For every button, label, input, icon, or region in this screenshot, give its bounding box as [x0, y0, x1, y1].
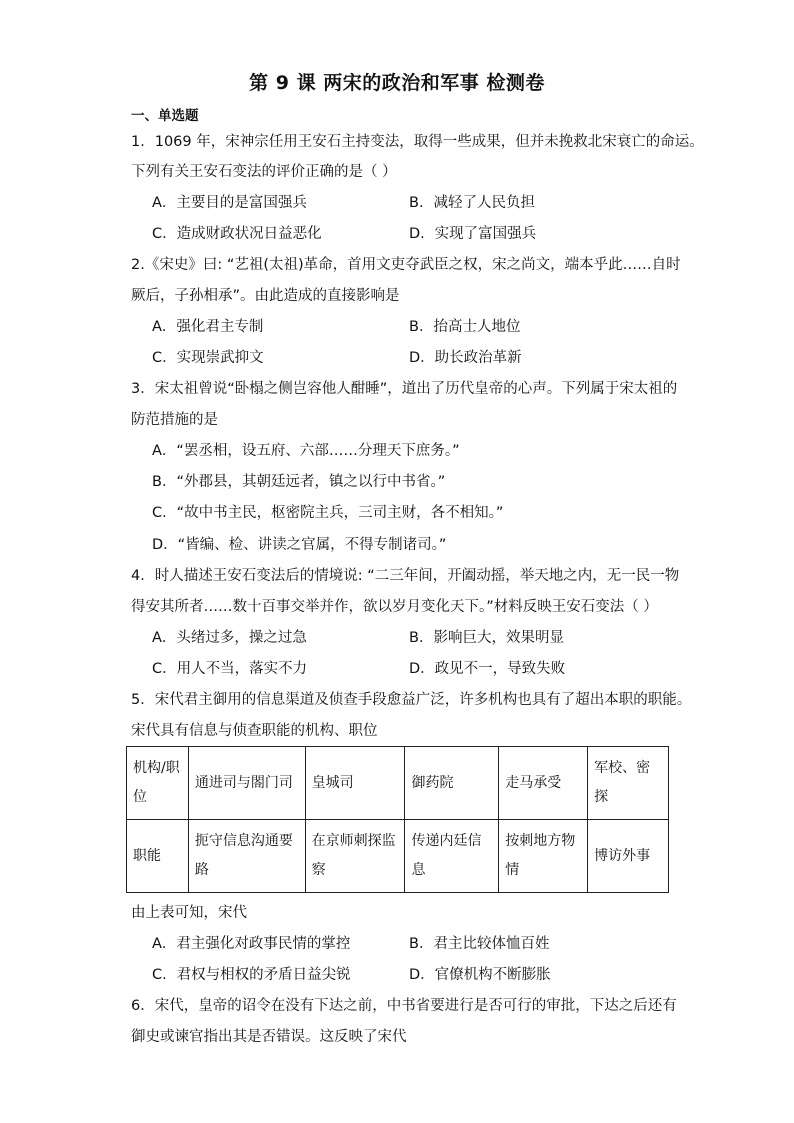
- q4-stem-line2: 得安其所者……数十百事交举并作，欲以岁月变化天下。”材料反映王安石变法（ ）: [131, 599, 658, 615]
- q6-stem-line2: 御史或谏官指出其是否错误。这反映了宋代: [131, 1029, 407, 1045]
- table-cell: 博访外事: [588, 820, 669, 893]
- q3-option-d: D．“皆编、检、讲读之官属，不得专制诸司。”: [152, 537, 447, 553]
- q1-stem-line1: 1．1069 年，宋神宗任用王安石主持变法，取得一些成果，但并未挽救北宋衰亡的命运。: [131, 134, 704, 150]
- q5-option-c: C．君权与相权的矛盾日益尖锐: [152, 967, 351, 983]
- table-cell: 扼守信息沟通要路: [188, 820, 305, 893]
- table-cell: 职能: [127, 820, 189, 893]
- q1-option-c: C．造成财政状况日益恶化: [152, 226, 322, 242]
- q2-option-d: D．助长政治革新: [409, 350, 522, 366]
- q3-stem-line2: 防范措施的是: [131, 412, 218, 428]
- q1-stem-line2: 下列有关王安石变法的评价正确的是（ ）: [131, 164, 397, 180]
- table-cell: 走马承受: [499, 747, 588, 820]
- q1-option-b: B．减轻了人民负担: [409, 195, 535, 211]
- table-cell: 在京师刺探监察: [305, 820, 405, 893]
- table-cell: 机构/职位: [127, 747, 189, 820]
- table-cell: 通进司与閤门司: [188, 747, 305, 820]
- q3-option-b: B．“外郡县，其朝廷远者，镇之以行中书省。”: [152, 474, 446, 490]
- q2-stem-line2: 厥后，子孙相承”。由此造成的直接影响是: [131, 288, 400, 304]
- q5-stem-line2: 宋代具有信息与侦查职能的机构、职位: [131, 723, 378, 739]
- q5-option-d: D．官僚机构不断膨胀: [409, 967, 551, 983]
- q4-option-d: D．政见不一，导致失败: [409, 661, 566, 677]
- table-cell: 御药院: [405, 747, 499, 820]
- table-cell: 传递内廷信息: [405, 820, 499, 893]
- q5-option-b: B．君主比较体恤百姓: [409, 936, 550, 952]
- q3-stem-line1: 3．宋太祖曾说“卧榻之侧岂容他人酣睡”，道出了历代皇帝的心声。下列属于宋太祖的: [131, 381, 678, 397]
- q6-stem-line1: 6．宋代，皇帝的诏令在没有下达之前，中书省要进行是否可行的审批，下达之后还有: [131, 998, 677, 1014]
- q2-option-b: B．抬高士人地位: [409, 319, 521, 335]
- q5-info-table: [126, 746, 669, 893]
- q2-option-c: C．实现崇武抑文: [152, 350, 264, 366]
- q4-option-a: A．头绪过多，操之过急: [152, 630, 307, 646]
- table-cell: 按刺地方物情: [499, 820, 588, 893]
- q3-option-c: C．“故中书主民，枢密院主兵，三司主财，各不相知。”: [152, 505, 504, 521]
- table-cell: 皇城司: [305, 747, 405, 820]
- q5-stem-line1: 5．宋代君主御用的信息渠道及侦查手段愈益广泛，许多机构也具有了超出本职的职能。: [131, 692, 692, 708]
- q3-option-a: A．“罢丞相，设五府、六部……分理天下庶务。”: [152, 443, 460, 459]
- q2-option-a: A．强化君主专制: [152, 319, 264, 335]
- q4-option-b: B．影响巨大，效果明显: [409, 630, 564, 646]
- q5-followup: 由上表可知，宋代: [131, 905, 247, 921]
- q2-stem-line1: 2.《宋史》曰: “艺祖(太祖)革命，首用文吏夺武臣之权，宋之尚文，端本乎此……自时: [131, 257, 681, 273]
- section-heading: 一、单选题: [131, 108, 199, 124]
- q1-option-a: A．主要目的是富国强兵: [152, 195, 307, 211]
- table-row: [127, 820, 669, 893]
- q4-option-c: C．用人不当，落实不力: [152, 661, 308, 677]
- q1-option-d: D．实现了富国强兵: [409, 226, 537, 242]
- document-title: 第 9 课 两宋的政治和军事 检测卷: [249, 72, 545, 94]
- table-row: [127, 747, 669, 820]
- q4-stem-line1: 4．时人描述王安石变法后的情境说: “二三年间，开阖动摇，举天地之内，无一民一物: [131, 568, 680, 584]
- table-cell: 军校、密探: [588, 747, 669, 820]
- q5-option-a: A．君主强化对政事民情的掌控: [152, 936, 351, 952]
